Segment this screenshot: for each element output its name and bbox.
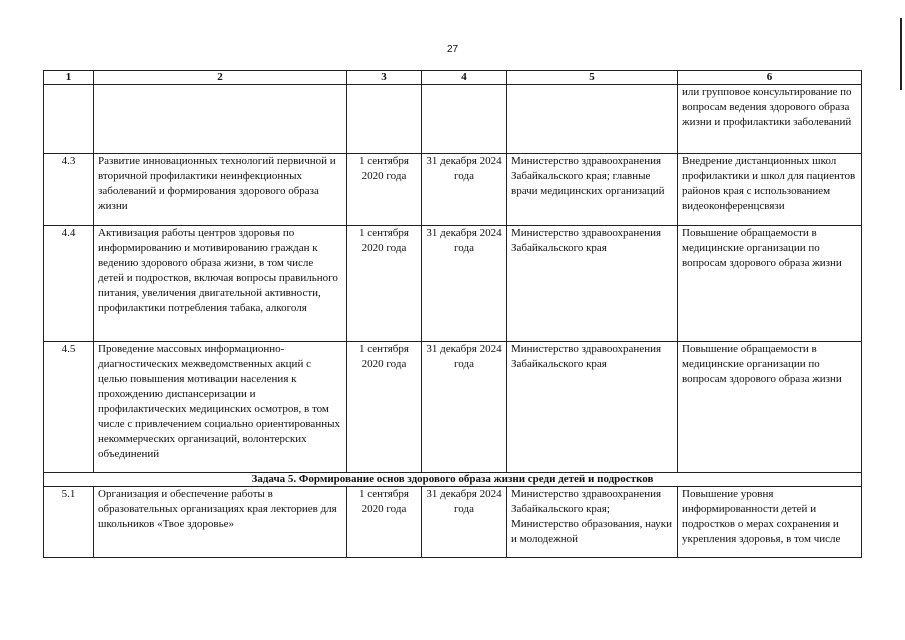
cell-activity: Проведение массовых информационно-диагностических межведомственных акций с целью повышения мотивации населения к прохождению диспансеризации и профилактических медицинских осмотров, в том числе с привлечением социально ориентированных некоммерческих организаций, волонтерских объединений: [94, 342, 347, 473]
cell-end: 31 декабря 2024 года: [422, 487, 507, 558]
cell-result: или групповое консультирование по вопросам ведения здорового образа жизни и профилактики заболеваний: [678, 85, 862, 154]
section-title: Задача 5. Формирование основ здорового образа жизни среди детей и подростков: [44, 473, 862, 487]
header-col-4: 4: [422, 71, 507, 85]
cell-num: 4.5: [44, 342, 94, 473]
table-row: [44, 487, 862, 558]
cell-num: 4.4: [44, 226, 94, 342]
section-row: [44, 473, 862, 487]
cell-executor: Министерство здравоохранения Забайкальского края; Министерство образования, науки и молодежной: [507, 487, 678, 558]
cell-end: 31 декабря 2024 года: [422, 154, 507, 226]
table-row: [44, 226, 862, 342]
header-col-1: 1: [44, 71, 94, 85]
cell-executor: Министерство здравоохранения Забайкальского края: [507, 226, 678, 342]
header-col-6: 6: [678, 71, 862, 85]
cell-end: 31 декабря 2024 года: [422, 226, 507, 342]
activities-table: [43, 70, 862, 558]
cell-result: Повышение обращаемости в медицинские организации по вопросам здорового образа жизни: [678, 226, 862, 342]
cell-start: 1 сентября 2020 года: [347, 487, 422, 558]
cell-start: [347, 85, 422, 154]
cell-start: 1 сентября 2020 года: [347, 226, 422, 342]
cell-result: Повышение обращаемости в медицинские организации по вопросам здорового образа жизни: [678, 342, 862, 473]
header-col-2: 2: [94, 71, 347, 85]
cell-activity: [94, 85, 347, 154]
cell-num: [44, 85, 94, 154]
header-row: [44, 71, 862, 85]
cell-activity: Организация и обеспечение работы в образовательных организациях края лекториев для школьников «Твое здоровье»: [94, 487, 347, 558]
cell-num: 4.3: [44, 154, 94, 226]
table-row: [44, 154, 862, 226]
cell-result: Внедрение дистанционных школ профилактики и школ для пациентов районов края с использованием видеоконференцсвязи: [678, 154, 862, 226]
table-row-continuation: [44, 85, 862, 154]
page-number: 27: [446, 44, 459, 55]
cell-start: 1 сентября 2020 года: [347, 154, 422, 226]
cell-start: 1 сентября 2020 года: [347, 342, 422, 473]
cell-executor: [507, 85, 678, 154]
cell-activity: Развитие инновационных технологий первичной и вторичной профилактики неинфекционных заболеваний и формирования здорового образа жизни: [94, 154, 347, 226]
cell-end: [422, 85, 507, 154]
header-col-3: 3: [347, 71, 422, 85]
cell-executor: Министерство здравоохранения Забайкальского края: [507, 342, 678, 473]
cell-activity: Активизация работы центров здоровья по информированию и мотивированию граждан к ведению здорового образа жизни, в том числе детей и подростков, включая вопросы правильного питания, увеличения двигательной активности, профилактики потребления табака, алкоголя: [94, 226, 347, 342]
table-row: [44, 342, 862, 473]
cell-result: Повышение уровня информированности детей и подростков о мерах сохранения и укрепления здоровья, в том числе: [678, 487, 862, 558]
cell-num: 5.1: [44, 487, 94, 558]
cell-end: 31 декабря 2024 года: [422, 342, 507, 473]
cell-executor: Министерство здравоохранения Забайкальского края; главные врачи медицинских организаций: [507, 154, 678, 226]
header-col-5: 5: [507, 71, 678, 85]
page-edge-line: [900, 18, 902, 90]
